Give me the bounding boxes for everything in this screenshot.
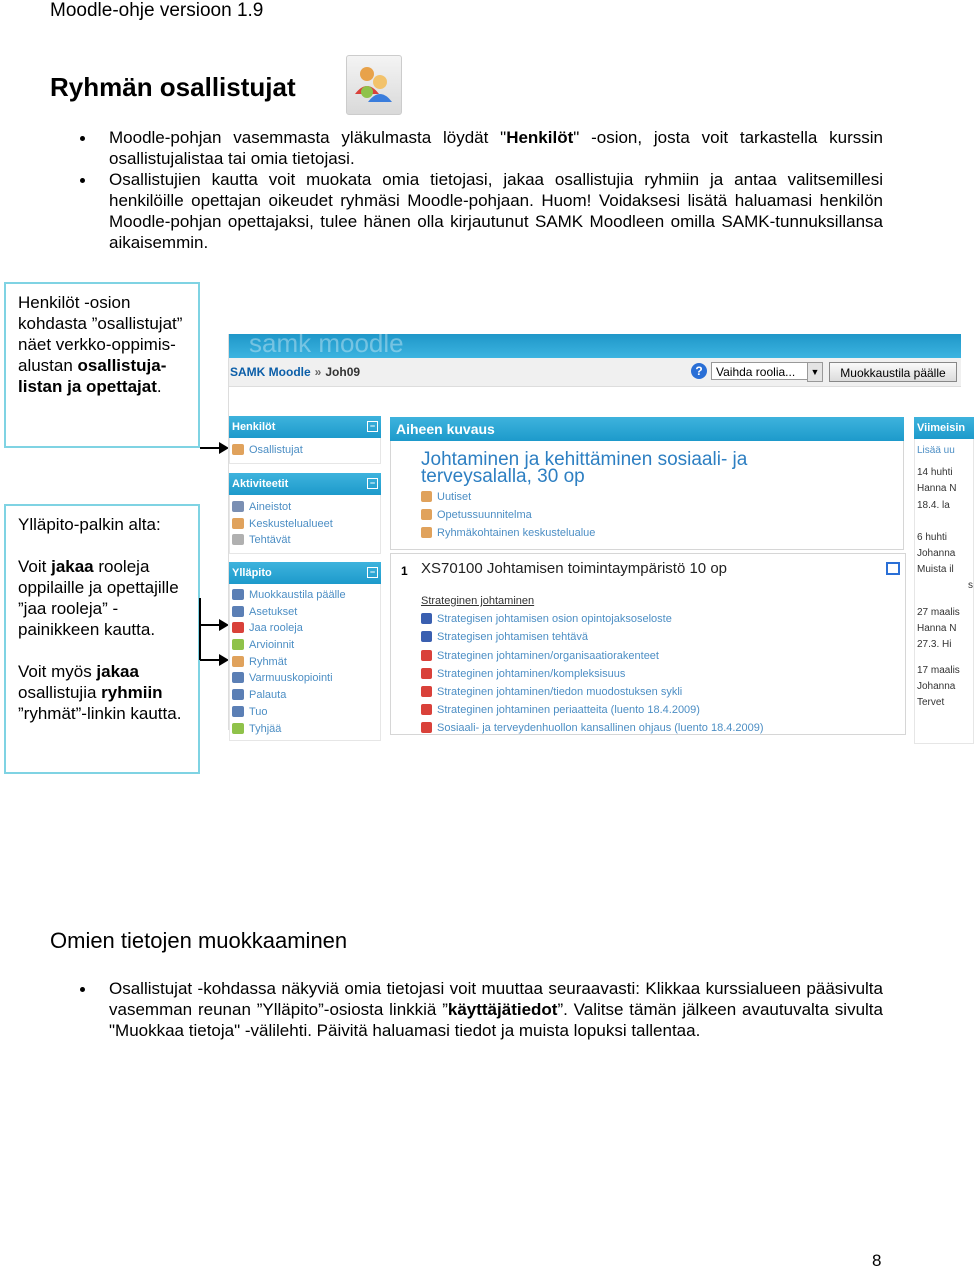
admin-block: [229, 562, 381, 741]
callout-bold-text: ryhmiin: [101, 683, 163, 702]
forum-news[interactable]: [421, 488, 903, 506]
moodle-navbar: [229, 358, 961, 387]
sidebar-item-forums[interactable]: [230, 516, 380, 533]
topic-link-list: [421, 592, 764, 738]
recent-row: Tervet: [917, 697, 945, 709]
sidebar-item-backup[interactable]: [230, 670, 380, 687]
switch-role-select[interactable]: [711, 362, 823, 380]
sidebar-item-label: Palauta: [249, 689, 287, 702]
topic-heading: Strateginen johtaminen: [421, 595, 535, 607]
sidebar-item-label: Arvioinnit: [249, 639, 295, 652]
edit-mode-button[interactable]: Muokkaustila päälle: [829, 362, 957, 382]
recent-row: 6 huhti: [917, 531, 948, 543]
sidebar-item-label: Aineistot: [249, 501, 292, 513]
grades-icon: [232, 639, 244, 650]
course-summary-block: [390, 417, 904, 550]
list-item: Osallistujien kautta voit muokata omia tietojasi, jakaa osallistujia ryhmiin ja antaa valitsemillesi henkilöille opettajan oikeudet ryhmäsi Moodle-pohjaan. Huom! Voidaksesi lisätä haluamasi henkilön Moodle-pohjan opettajaksi, tulee hänen olla kirjautunut SAMK Moodleen omilla SAMK-tunnuksillansa aikaisemmin.: [50, 169, 883, 253]
assignment-icon: [421, 631, 432, 642]
list-item: [50, 127, 883, 169]
activities-block-body: [229, 495, 381, 554]
sidebar-item-reset[interactable]: [230, 721, 380, 738]
group-users-icon: [346, 55, 402, 115]
topic-link[interactable]: [421, 628, 764, 646]
users-icon: [232, 444, 244, 455]
sidebar-item-participants[interactable]: [230, 442, 380, 459]
activities-block: [229, 473, 381, 554]
recent-activity-header: Viimeisin: [914, 417, 974, 439]
recent-row[interactable]: Lisää uu: [917, 445, 955, 456]
callout-text-part: .: [156, 377, 162, 396]
topic-link[interactable]: [421, 683, 764, 701]
topic-link[interactable]: [421, 701, 764, 719]
intro-bullet-list: [50, 127, 883, 253]
course-title: Johtaminen ja kehittäminen sosiaali- ja terveysalalla, 30 op: [421, 449, 748, 487]
people-block-body: [229, 438, 381, 464]
topic-link-label: Strateginen johtaminen/organisaatiorakenteet: [437, 649, 659, 662]
show-only-topic-icon[interactable]: [886, 562, 900, 575]
recent-row: 17 maalis: [917, 665, 960, 677]
topic-link[interactable]: [421, 647, 764, 665]
collapse-icon[interactable]: −: [367, 478, 378, 489]
bullet-text: ”. Valitse tämän jälkeen avautuvalta sivulta "Muokkaa tietoja" -välilehti. Päivitä haluamasi tiedot ja muista lopuksi tallentaa.: [109, 1000, 883, 1040]
forum-icon: [421, 509, 432, 520]
arrow-to-participants: [200, 447, 227, 449]
topic-link[interactable]: [421, 610, 764, 628]
help-icon[interactable]: ?: [691, 363, 707, 379]
callout-heading: Ylläpito-palkin alta:: [18, 515, 161, 534]
document-icon: [421, 613, 432, 624]
callout-admin: [4, 504, 200, 774]
pdf-icon: [421, 650, 432, 661]
course-summary-body: [390, 441, 904, 550]
callout-text: [18, 661, 186, 724]
sidebar-item-groups[interactable]: [230, 654, 380, 671]
sidebar-item-assign-roles[interactable]: [230, 620, 380, 637]
recent-row: Muista il: [917, 564, 954, 576]
sidebar-item-label: Tyhjää: [249, 722, 282, 735]
course-summary-header: Aiheen kuvaus: [390, 417, 904, 441]
topic-link-label: Strateginen johtaminen periaatteita (luento 18.4.2009): [437, 704, 700, 717]
topic-link-label: Sosiaali- ja terveydenhuollon kansallinen ohjaus (luento 18.4.2009): [437, 722, 764, 735]
recent-row: Hanna N: [917, 622, 957, 634]
forum-group-discussion[interactable]: [421, 524, 903, 542]
bullet-text: Moodle-pohjan vasemmasta yläkulmasta löydät ": [109, 128, 507, 147]
topic-link-label: Strateginen johtaminen/kompleksisuus: [437, 667, 626, 680]
sidebar-item-label: Jaa rooleja: [249, 622, 303, 635]
settings-icon: [232, 606, 244, 617]
switch-role-value: Vaihda roolia...: [716, 365, 796, 379]
sidebar-item-label: Osallistujat: [249, 444, 303, 456]
forum-icon: [421, 491, 432, 502]
callout-text-part: ”ryhmät”-linkin kautta.: [18, 704, 182, 723]
sidebar-item-import[interactable]: [230, 704, 380, 721]
edit-icon: [232, 589, 244, 600]
block-title: Aktiviteetit: [232, 478, 289, 490]
forum-list: [391, 485, 903, 543]
backup-icon: [232, 672, 244, 683]
callout-text-part: Henkilöt -osion kohdasta ”osallistujat” näet verkko-oppimis-alustan: [18, 293, 183, 375]
callout-text-part: Voit: [18, 557, 52, 576]
arrow-connector: [199, 598, 201, 660]
callout-participants: [4, 282, 200, 448]
sidebar-item-assignments[interactable]: [230, 532, 380, 549]
sidebar-item-label: Tehtävät: [249, 534, 291, 547]
topic-block: [390, 553, 906, 735]
restore-icon: [232, 689, 244, 700]
sidebar-item-edit-mode[interactable]: [230, 587, 380, 604]
moodle-screenshot: [228, 328, 973, 735]
recent-row: s: [968, 580, 973, 592]
callout-bold-text: jakaa: [96, 662, 139, 681]
bullet-text: Osallistujat -kohdassa näkyviä omia tietojasi voit muuttaa seuraavasti: Klikkaa kurssialueen pääsivulta vasemman reunan ”Ylläpito”-osiosta linkkiä ”: [109, 979, 883, 1019]
edit-info-bullet-list: [50, 978, 883, 1041]
activities-block-header: [229, 473, 381, 495]
list-item: [50, 978, 883, 1041]
callout-text: [18, 556, 186, 640]
roles-icon: [232, 622, 244, 633]
sidebar-item-label: Ryhmät: [249, 655, 287, 668]
block-title: Henkilöt: [232, 421, 276, 433]
callout-text-part: Voit myös: [18, 662, 97, 681]
section-title-group-participants: Ryhmän osallistujat: [50, 72, 296, 102]
sidebar-item-label: Tuo: [249, 705, 268, 718]
pdf-icon: [421, 686, 432, 697]
arrow-to-groups: [200, 659, 227, 661]
topic-link[interactable]: [421, 665, 764, 683]
recent-row: 14 huhti: [917, 467, 953, 479]
callout-text-part: osallistujia: [18, 683, 102, 702]
topic-link-label: Strateginen johtaminen/tiedon muodostuksen sykli: [437, 685, 683, 698]
sidebar-item-label: Keskustelualueet: [249, 517, 333, 530]
recent-row: Hanna N: [917, 483, 957, 495]
recent-row: 27.3. Hi: [917, 638, 952, 650]
forum-icon: [421, 527, 432, 538]
callout-bold-text: osallistuja-listan ja opettajat: [18, 356, 167, 396]
forum-label: Ryhmäkohtainen keskustelualue: [437, 527, 596, 540]
section-title-edit-own-info: Omien tietojen muokkaaminen: [50, 928, 348, 953]
pdf-icon: [421, 668, 432, 679]
admin-block-body: [229, 584, 381, 741]
sidebar-item-label: Asetukset: [249, 605, 298, 618]
recent-row: Johanna: [917, 547, 956, 559]
collapse-icon[interactable]: −: [367, 567, 378, 578]
forum-label: Uutiset: [437, 491, 472, 503]
arrow-to-assign-roles: [200, 624, 227, 626]
callout-bold-text: jakaa: [51, 557, 94, 576]
people-block-header: [229, 416, 381, 438]
forum-curriculum[interactable]: [421, 506, 903, 524]
forum-icon: [232, 518, 244, 529]
sidebar-item-label: Varmuuskopiointi: [249, 672, 333, 685]
topic-number: 1: [401, 564, 408, 578]
recent-row: 27 maalis: [917, 606, 960, 618]
chevron-down-icon[interactable]: ▼: [807, 362, 823, 382]
pdf-icon: [421, 722, 432, 733]
recent-activity-body: [914, 439, 974, 744]
resources-icon: [232, 501, 244, 512]
document-header: Moodle-ohje versioon 1.9: [50, 0, 264, 21]
breadcrumb-separator: »: [314, 365, 322, 379]
moodle-banner: [229, 328, 961, 358]
collapse-icon[interactable]: −: [367, 421, 378, 432]
block-title: Ylläpito: [232, 567, 272, 579]
groups-icon: [232, 656, 244, 667]
recent-activity-block: [914, 417, 974, 744]
bullet-bold-text: käyttäjätiedot: [447, 1000, 558, 1019]
sidebar-item-settings[interactable]: [230, 604, 380, 621]
admin-block-header: [229, 562, 381, 584]
topic-link[interactable]: [421, 719, 764, 737]
sidebar-item-grades[interactable]: [230, 637, 380, 654]
recent-row: Johanna: [917, 681, 956, 693]
import-icon: [232, 706, 244, 717]
breadcrumb: [230, 365, 360, 379]
page-number: 8: [872, 1251, 882, 1270]
breadcrumb-course: Joh09: [325, 365, 361, 379]
reset-icon: [232, 723, 244, 734]
moodle-banner-logo: samk moodle: [249, 328, 404, 358]
pdf-icon: [421, 704, 432, 715]
breadcrumb-home[interactable]: SAMK Moodle: [230, 365, 311, 379]
bullet-bold-text: Henkilöt: [506, 128, 574, 147]
topic-link-label: Strategisen johtamisen tehtävä: [437, 631, 589, 644]
callout-text: [18, 292, 186, 397]
callout-text-part: rooleja oppilaille ja opettajille ”jaa rooleja” -painikkeen kautta.: [18, 557, 179, 639]
recent-row: 18.4. la: [917, 499, 950, 511]
bullet-text: " -osion, josta voit tarkastella kurssin osallistujalistaa tai omia tietojasi.: [109, 128, 883, 168]
people-block: [229, 416, 381, 464]
topic-title: XS70100 Johtamisen toimintaympäristö 10 op: [421, 560, 728, 577]
sidebar-item-restore[interactable]: [230, 687, 380, 704]
forum-label: Opetussuunnitelma: [437, 509, 532, 522]
sidebar-item-resources[interactable]: [230, 499, 380, 516]
assignment-icon: [232, 534, 244, 545]
topic-link-label: Strategisen johtamisen osion opintojaksoseloste: [437, 613, 672, 626]
sidebar-item-label: Muokkaustila päälle: [249, 589, 346, 601]
